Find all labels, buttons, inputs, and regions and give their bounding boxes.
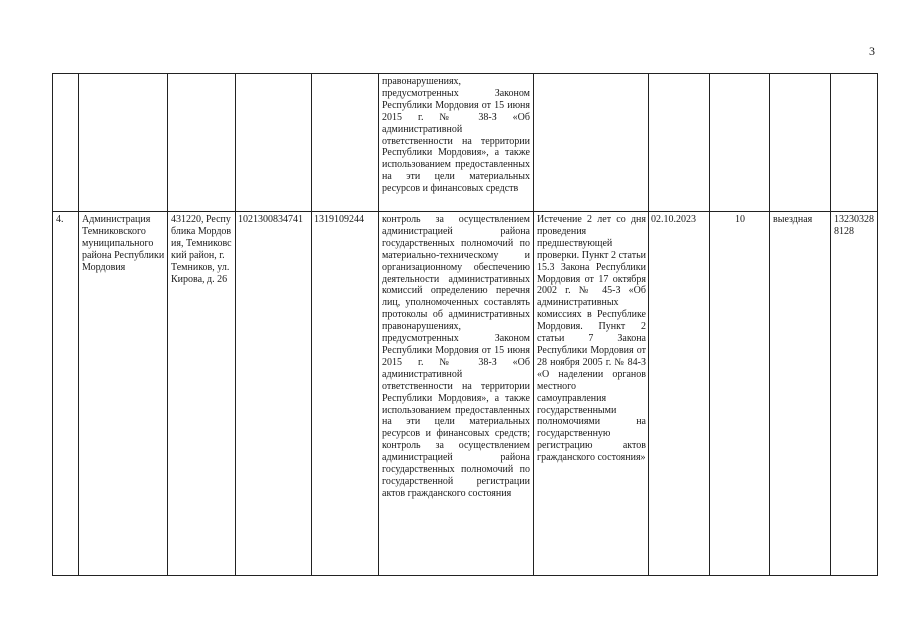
organization-name-cell: Администрация Темниковского муниципального района Республики Мордовия bbox=[82, 214, 165, 273]
inn-cell: 1319109244 bbox=[314, 214, 364, 225]
control-subject-cell: контроль за осуществлением администрацией района государственных полномочий по материально-техническому и организационному обеспечению деятельности административных комиссий определению перечня лиц, уполномоченных составлять протоколы об административных правонарушениях, предусмотренных Законом Республики Мордовия от 15 июня 2015 г. № 38-З «Об административной ответственности на территории Республики Мордовия», а также использованием предоставленных на эти цели материальных ресурсов и финансовых средств; контроль за осуществлением администрацией района государственных полномочий по государственной регистрации актов гражданского состояния bbox=[382, 214, 530, 499]
registry-number-cell: 13230328 8128 bbox=[834, 214, 874, 237]
column-divider bbox=[78, 73, 79, 576]
column-divider bbox=[235, 73, 236, 576]
column-divider bbox=[709, 73, 710, 576]
table-left-border bbox=[52, 73, 53, 576]
grounds-cell: Истечение 2 лет со дня проведения предшествующей проверки. Пункт 2 статьи 15.3 Закона Республики Мордовия от 17 октября 2002 г. № 45-З «Об административных комиссиях в Республике Мордовия. Пункт 2 статьи 7 Закона Республики Мордовия от 28 ноября 2005 г. № 84-З «О наделении органов местного самоуправления государственными полномочиями на государственную регистрацию актов гражданского состояния» bbox=[537, 214, 646, 464]
column-divider bbox=[830, 73, 831, 576]
column-divider bbox=[769, 73, 770, 576]
start-date-cell: 02.10.2023 bbox=[651, 214, 696, 225]
duration-days-cell: 10 bbox=[735, 214, 745, 225]
column-divider bbox=[378, 73, 379, 576]
column-divider bbox=[648, 73, 649, 576]
table-bottom-border bbox=[52, 575, 878, 576]
address-cell: 431220, Республика Мордовия, Темниковский район, г. Темников, ул. Кирова, д. 26 bbox=[171, 214, 232, 285]
ogrn-cell: 1021300834741 bbox=[238, 214, 303, 225]
page-number: 3 bbox=[869, 44, 875, 58]
table-top-border bbox=[52, 73, 878, 74]
row-divider bbox=[52, 211, 878, 212]
control-subject-cell: правонарушениях, предусмотренных Законом Республики Мордовия от 15 июня 2015 г. № 38-З «Об административной ответственности на территории Республики Мордовия», а также использованием предоставленных на эти цели материальных ресурсов и финансовых средств bbox=[382, 76, 530, 195]
column-divider bbox=[167, 73, 168, 576]
table-right-border bbox=[877, 73, 878, 576]
column-divider bbox=[311, 73, 312, 576]
column-divider bbox=[533, 73, 534, 576]
row-number-cell: 4. bbox=[56, 214, 64, 225]
inspection-form-cell: выездная bbox=[773, 214, 813, 225]
